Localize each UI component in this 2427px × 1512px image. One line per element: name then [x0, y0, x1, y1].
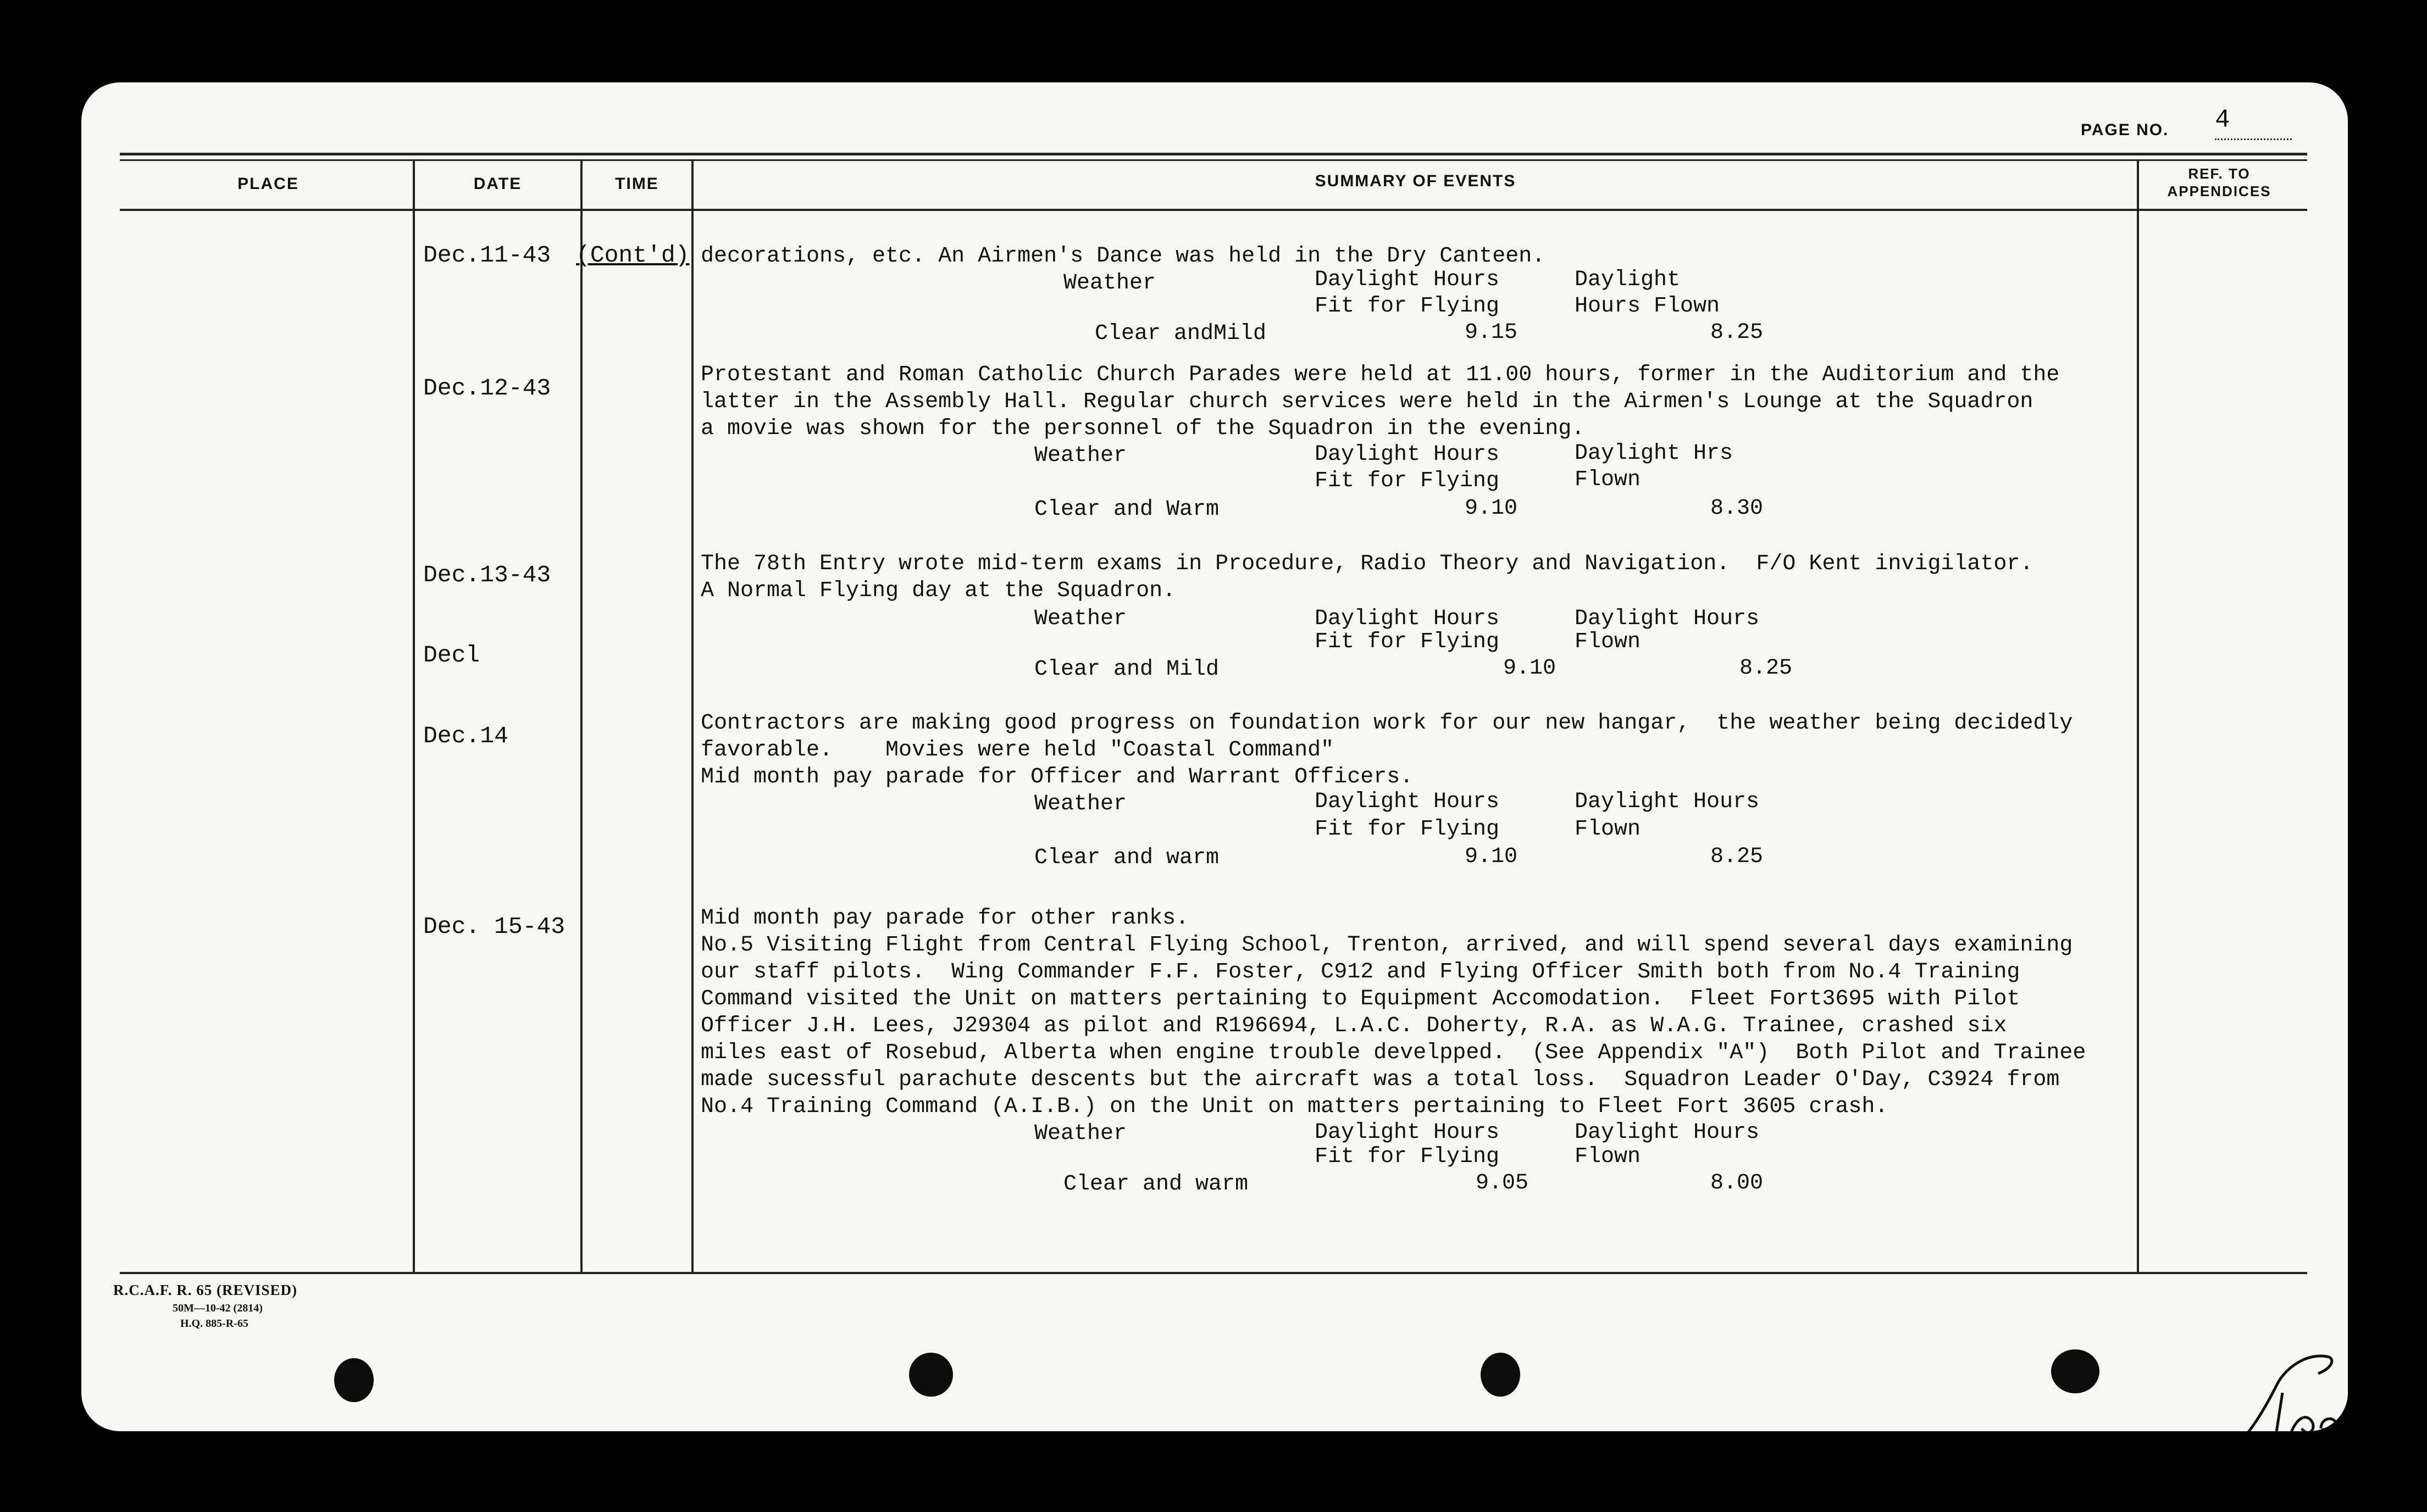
daylight-hours-label: Daylight Hours — [1315, 268, 1500, 292]
entry-line: favorable. Movies were held "Coastal Command" — [701, 738, 1334, 763]
divider-time-summary — [691, 159, 694, 1272]
entry-dec11 — [701, 243, 2229, 360]
date-dec13: Dec.13-43 — [423, 562, 551, 588]
entry-line: The 78th Entry wrote mid-term exams in Procedure, Radio Theory and Navigation. F/O Kent invigilator. — [701, 552, 2033, 576]
daylight-flown-label: Daylight — [1575, 268, 1681, 292]
fit-hours-value: 9.15 — [1465, 320, 1518, 345]
weather-label: Weather — [1034, 792, 1127, 816]
entry-line: miles east of Rosebud, Alberta when engine trouble develpped. (See Appendix "A") Both Pilot and Trainee — [701, 1041, 2086, 1065]
diary-sheet — [81, 82, 2348, 1431]
date-dec12: Dec.12-43 — [423, 375, 551, 402]
bottom-rule — [120, 1272, 2307, 1274]
entry-line: Protestant and Roman Catholic Church Parades were held at 11.00 hours, former in the Auditorium and the — [701, 363, 2060, 387]
date-dec15: Dec. 15-43 — [423, 913, 566, 940]
entry-line: Officer J.H. Lees, J29304 as pilot and R196694, L.A.C. Doherty, R.A. as W.A.G. Trainee, crashed six — [701, 1014, 2007, 1038]
header-rule — [120, 209, 2307, 211]
date-contd: (Cont'd) — [576, 242, 690, 269]
fit-hours-value: 9.05 — [1476, 1171, 1529, 1196]
date-decl: Decl — [423, 642, 480, 669]
date-dec14: Dec.14 — [423, 722, 508, 749]
fit-for-flying-label: Fit for Flying — [1315, 817, 1500, 842]
daylight-hours-label: Daylight Hours — [1315, 607, 1500, 631]
date-dec11: Dec.11-43 — [423, 242, 551, 269]
entry-dec14 — [701, 710, 2229, 881]
form-print-line: 50M—10-42 (2814) — [173, 1302, 263, 1314]
hours-flown-label: Flown — [1575, 817, 1641, 842]
daylight-flown-label: Daylight Hrs — [1575, 441, 1733, 466]
weather-block — [701, 1120, 2229, 1211]
col-header-ref: REF. TO APPENDICES — [2167, 165, 2271, 199]
daylight-flown-label: Daylight Hours — [1575, 607, 1760, 631]
daylight-flown-label: Daylight Hours — [1575, 790, 1760, 814]
entry-line: Mid month pay parade for Officer and Warrant Officers. — [701, 765, 1414, 790]
weather-value: Clear and Mild — [1034, 657, 1220, 682]
hours-flown-label: Flown — [1575, 630, 1641, 654]
weather-value: Clear and warm — [1034, 846, 1220, 870]
fit-hours-value: 9.10 — [1465, 496, 1518, 521]
punch-hole — [909, 1353, 953, 1397]
weather-label: Weather — [1063, 271, 1156, 296]
form-number: R.C.A.F. R. 65 (REVISED) — [113, 1282, 298, 1298]
entry-dec12 — [701, 362, 2229, 533]
weather-value: Clear andMild — [1095, 321, 1267, 346]
weather-block — [701, 791, 2229, 881]
entry-dec15 — [701, 905, 2229, 1211]
entry-line: No.5 Visiting Flight from Central Flying School, Trenton, arrived, and will spend several days examining — [701, 933, 2073, 958]
punch-hole — [1481, 1353, 1520, 1397]
entry-line: a movie was shown for the personnel of the Squadron in the evening. — [701, 416, 1585, 441]
entry-line: Mid month pay parade for other ranks. — [701, 906, 1189, 931]
col-header-place: PLACE — [237, 175, 299, 193]
hours-flown-label: Hours Flown — [1575, 294, 1720, 319]
entry-line: latter in the Assembly Hall. Regular church services were held in the Airmen's Lounge at the Squadron — [701, 390, 2033, 414]
daylight-hours-label: Daylight Hours — [1315, 1120, 1500, 1145]
page-number-value: 4 — [2215, 105, 2292, 140]
weather-label: Weather — [1034, 1121, 1127, 1146]
weather-value: Clear and Warm — [1034, 497, 1220, 522]
divider-place-date — [413, 159, 415, 1272]
col-header-summary: SUMMARY OF EVENTS — [1315, 172, 1516, 190]
daylight-flown-label: Daylight Hours — [1575, 1120, 1760, 1145]
hours-flown-label: Flown — [1575, 1144, 1641, 1169]
flown-hours-value: 8.00 — [1710, 1171, 1764, 1196]
entry-line: No.4 Training Command (A.I.B.) on the Unit on matters pertaining to Fleet Fort 3605 crash. — [701, 1094, 1888, 1119]
weather-block — [701, 442, 2229, 533]
top-rule-2 — [120, 159, 2307, 161]
flown-hours-value: 8.30 — [1710, 496, 1764, 521]
signature-mark — [2225, 1346, 2348, 1431]
entry-line: made sucessful parachute descents but the aircraft was a total loss. Squadron Leader O'Day, C3924 from — [701, 1068, 2060, 1092]
hours-flown-label: Flown — [1575, 468, 1641, 492]
daylight-hours-label: Daylight Hours — [1315, 790, 1500, 814]
fit-for-flying-label: Fit for Flying — [1315, 469, 1500, 493]
weather-label: Weather — [1034, 607, 1127, 631]
top-rule — [120, 153, 2307, 155]
punch-hole — [2051, 1349, 2099, 1393]
divider-date-time — [580, 159, 583, 1272]
fit-hours-value: 9.10 — [1503, 656, 1556, 681]
weather-label: Weather — [1034, 443, 1127, 468]
flown-hours-value: 8.25 — [1739, 656, 1793, 681]
weather-value: Clear and warm — [1063, 1172, 1249, 1197]
fit-hours-value: 9.10 — [1465, 844, 1518, 869]
entry-line: Command visited the Unit on matters pertaining to Equipment Accomodation. Fleet Fort3695 with Pilot — [701, 987, 2020, 1011]
fit-for-flying-label: Fit for Flying — [1315, 294, 1500, 319]
punch-hole — [334, 1358, 374, 1402]
entry-line: Contractors are making good progress on foundation work for our new hangar, the weather being decidedly — [701, 711, 2073, 736]
entry-line: decorations, etc. An Airmen's Dance was held in the Dry Canteen. — [701, 244, 1545, 269]
flown-hours-value: 8.25 — [1710, 320, 1764, 345]
flown-hours-value: 8.25 — [1710, 844, 1764, 869]
page-number-label: PAGE NO. — [2081, 121, 2169, 139]
entry-line: our staff pilots. Wing Commander F.F. Foster, C912 and Flying Officer Smith both from No.4 Training — [701, 960, 2020, 985]
entry-line: A Normal Flying day at the Squadron. — [701, 579, 1176, 603]
weather-block — [701, 270, 2229, 360]
col-header-time: TIME — [615, 175, 659, 193]
fit-for-flying-label: Fit for Flying — [1315, 630, 1500, 654]
col-header-date: DATE — [473, 175, 522, 193]
fit-for-flying-label: Fit for Flying — [1315, 1144, 1500, 1169]
form-hq-line: H.Q. 885-R-65 — [180, 1318, 248, 1330]
entry-dec13 — [701, 551, 2229, 695]
weather-block — [701, 604, 2229, 695]
daylight-hours-label: Daylight Hours — [1315, 442, 1500, 467]
